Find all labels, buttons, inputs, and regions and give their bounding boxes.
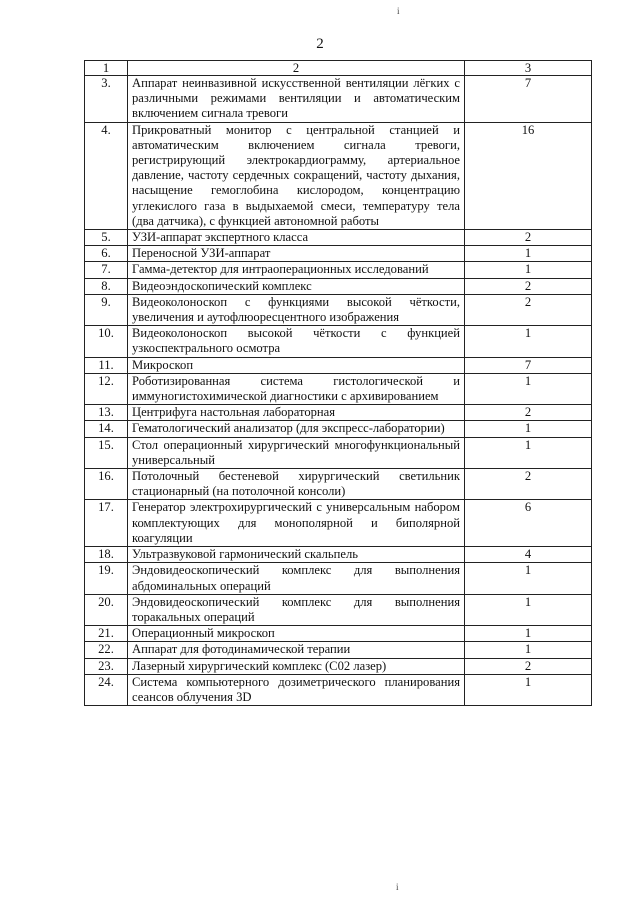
row-equipment-name: Система компьютерного дозиметрического планирования сеансов облучения 3D: [128, 674, 465, 705]
table-row: [85, 642, 592, 658]
equipment-table: [84, 60, 592, 706]
row-quantity: 2: [465, 405, 592, 421]
table-row: [85, 230, 592, 246]
row-quantity: 7: [465, 76, 592, 123]
row-quantity: 7: [465, 357, 592, 373]
row-quantity: 1: [465, 262, 592, 278]
page-number: 2: [316, 36, 324, 52]
row-quantity: 1: [465, 437, 592, 468]
table-row: [85, 405, 592, 421]
row-number: 13.: [85, 405, 128, 421]
row-equipment-name: Потолочный бестеневой хирургический светильник стационарный (на потолочной консоли): [128, 469, 465, 500]
row-equipment-name: Прикроватный монитор с центральной станцией и автоматическим включением сигнала тревоги, регистрирующий электрокардиограмму, артериальное давление, частоту сердечных сокращений, частоту дыхания, насыщение гемоглобина кислородом, концентрацию углекислого газа в выдыхаемой смеси, температуру тела (два датчика), с функцией автономной работы: [128, 122, 465, 229]
table-row: [85, 437, 592, 468]
scan-mark-bottom: i: [396, 882, 399, 892]
row-number: 17.: [85, 500, 128, 547]
row-equipment-name: Ультразвуковой гармонический скальпель: [128, 547, 465, 563]
row-number: 23.: [85, 658, 128, 674]
table-row: [85, 122, 592, 229]
row-quantity: 2: [465, 294, 592, 325]
row-quantity: 1: [465, 642, 592, 658]
row-equipment-name: Лазерный хирургический комплекс (С02 лазер): [128, 658, 465, 674]
row-number: 19.: [85, 563, 128, 594]
table-row: [85, 76, 592, 123]
row-number: 10.: [85, 326, 128, 357]
row-quantity: 1: [465, 626, 592, 642]
row-number: 7.: [85, 262, 128, 278]
row-quantity: 2: [465, 278, 592, 294]
table-row: [85, 674, 592, 705]
table-row: [85, 294, 592, 325]
header-col-1: 1: [85, 61, 128, 76]
row-equipment-name: Видеоколоноскоп с функциями высокой чёткости, увеличения и аутофлюоресцентного изображения: [128, 294, 465, 325]
row-equipment-name: Центрифуга настольная лабораторная: [128, 405, 465, 421]
table-row: [85, 547, 592, 563]
table-row: [85, 626, 592, 642]
row-equipment-name: Аппарат для фотодинамической терапии: [128, 642, 465, 658]
row-number: 9.: [85, 294, 128, 325]
table-row: [85, 594, 592, 625]
row-number: 15.: [85, 437, 128, 468]
row-equipment-name: Стол операционный хирургический многофункциональный универсальный: [128, 437, 465, 468]
table-row: [85, 278, 592, 294]
row-equipment-name: Аппарат неинвазивной искусственной вентиляции лёгких с различными режимами вентиляции и автоматическим включением сигнала тревоги: [128, 76, 465, 123]
row-number: 14.: [85, 421, 128, 437]
row-number: 16.: [85, 469, 128, 500]
table-row: [85, 326, 592, 357]
table-row: [85, 563, 592, 594]
table-row: [85, 357, 592, 373]
row-equipment-name: Переносной УЗИ-аппарат: [128, 246, 465, 262]
row-quantity: 16: [465, 122, 592, 229]
table-row: [85, 500, 592, 547]
row-equipment-name: УЗИ-аппарат экспертного класса: [128, 230, 465, 246]
row-equipment-name: Операционный микроскоп: [128, 626, 465, 642]
row-equipment-name: Видеоэндоскопический комплекс: [128, 278, 465, 294]
row-number: 11.: [85, 357, 128, 373]
row-quantity: 2: [465, 658, 592, 674]
header-col-3: 3: [465, 61, 592, 76]
row-number: 3.: [85, 76, 128, 123]
table-row: [85, 246, 592, 262]
row-quantity: 1: [465, 421, 592, 437]
row-quantity: 2: [465, 230, 592, 246]
row-quantity: 1: [465, 373, 592, 404]
row-number: 5.: [85, 230, 128, 246]
row-number: 18.: [85, 547, 128, 563]
row-quantity: 1: [465, 246, 592, 262]
table-row: [85, 658, 592, 674]
row-number: 12.: [85, 373, 128, 404]
scan-mark-top: i: [397, 6, 400, 16]
table-row: [85, 373, 592, 404]
row-equipment-name: Роботизированная система гистологической и иммуногистохимической диагностики с архивированием: [128, 373, 465, 404]
row-equipment-name: Видеоколоноскоп высокой чёткости с функцией узкоспектрального осмотра: [128, 326, 465, 357]
row-number: 4.: [85, 122, 128, 229]
table-row: [85, 262, 592, 278]
row-number: 8.: [85, 278, 128, 294]
table-row: [85, 469, 592, 500]
table-row: [85, 421, 592, 437]
row-number: 20.: [85, 594, 128, 625]
row-quantity: 1: [465, 563, 592, 594]
row-quantity: 2: [465, 469, 592, 500]
row-number: 22.: [85, 642, 128, 658]
row-quantity: 6: [465, 500, 592, 547]
row-quantity: 4: [465, 547, 592, 563]
table-header-row: [85, 61, 592, 76]
row-equipment-name: Эндовидеоскопический комплекс для выполнения абдоминальных операций: [128, 563, 465, 594]
row-quantity: 1: [465, 674, 592, 705]
row-equipment-name: Гематологический анализатор (для экспресс-лаборатории): [128, 421, 465, 437]
row-number: 21.: [85, 626, 128, 642]
row-number: 24.: [85, 674, 128, 705]
row-quantity: 1: [465, 594, 592, 625]
row-quantity: 1: [465, 326, 592, 357]
row-equipment-name: Генератор электрохирургический с универсальным набором комплектующих для монополярной и биполярной коагуляции: [128, 500, 465, 547]
row-equipment-name: Гамма-детектор для интраоперационных исследований: [128, 262, 465, 278]
row-equipment-name: Эндовидеоскопический комплекс для выполнения торакальных операций: [128, 594, 465, 625]
row-number: 6.: [85, 246, 128, 262]
header-col-2: 2: [128, 61, 465, 76]
row-equipment-name: Микроскоп: [128, 357, 465, 373]
